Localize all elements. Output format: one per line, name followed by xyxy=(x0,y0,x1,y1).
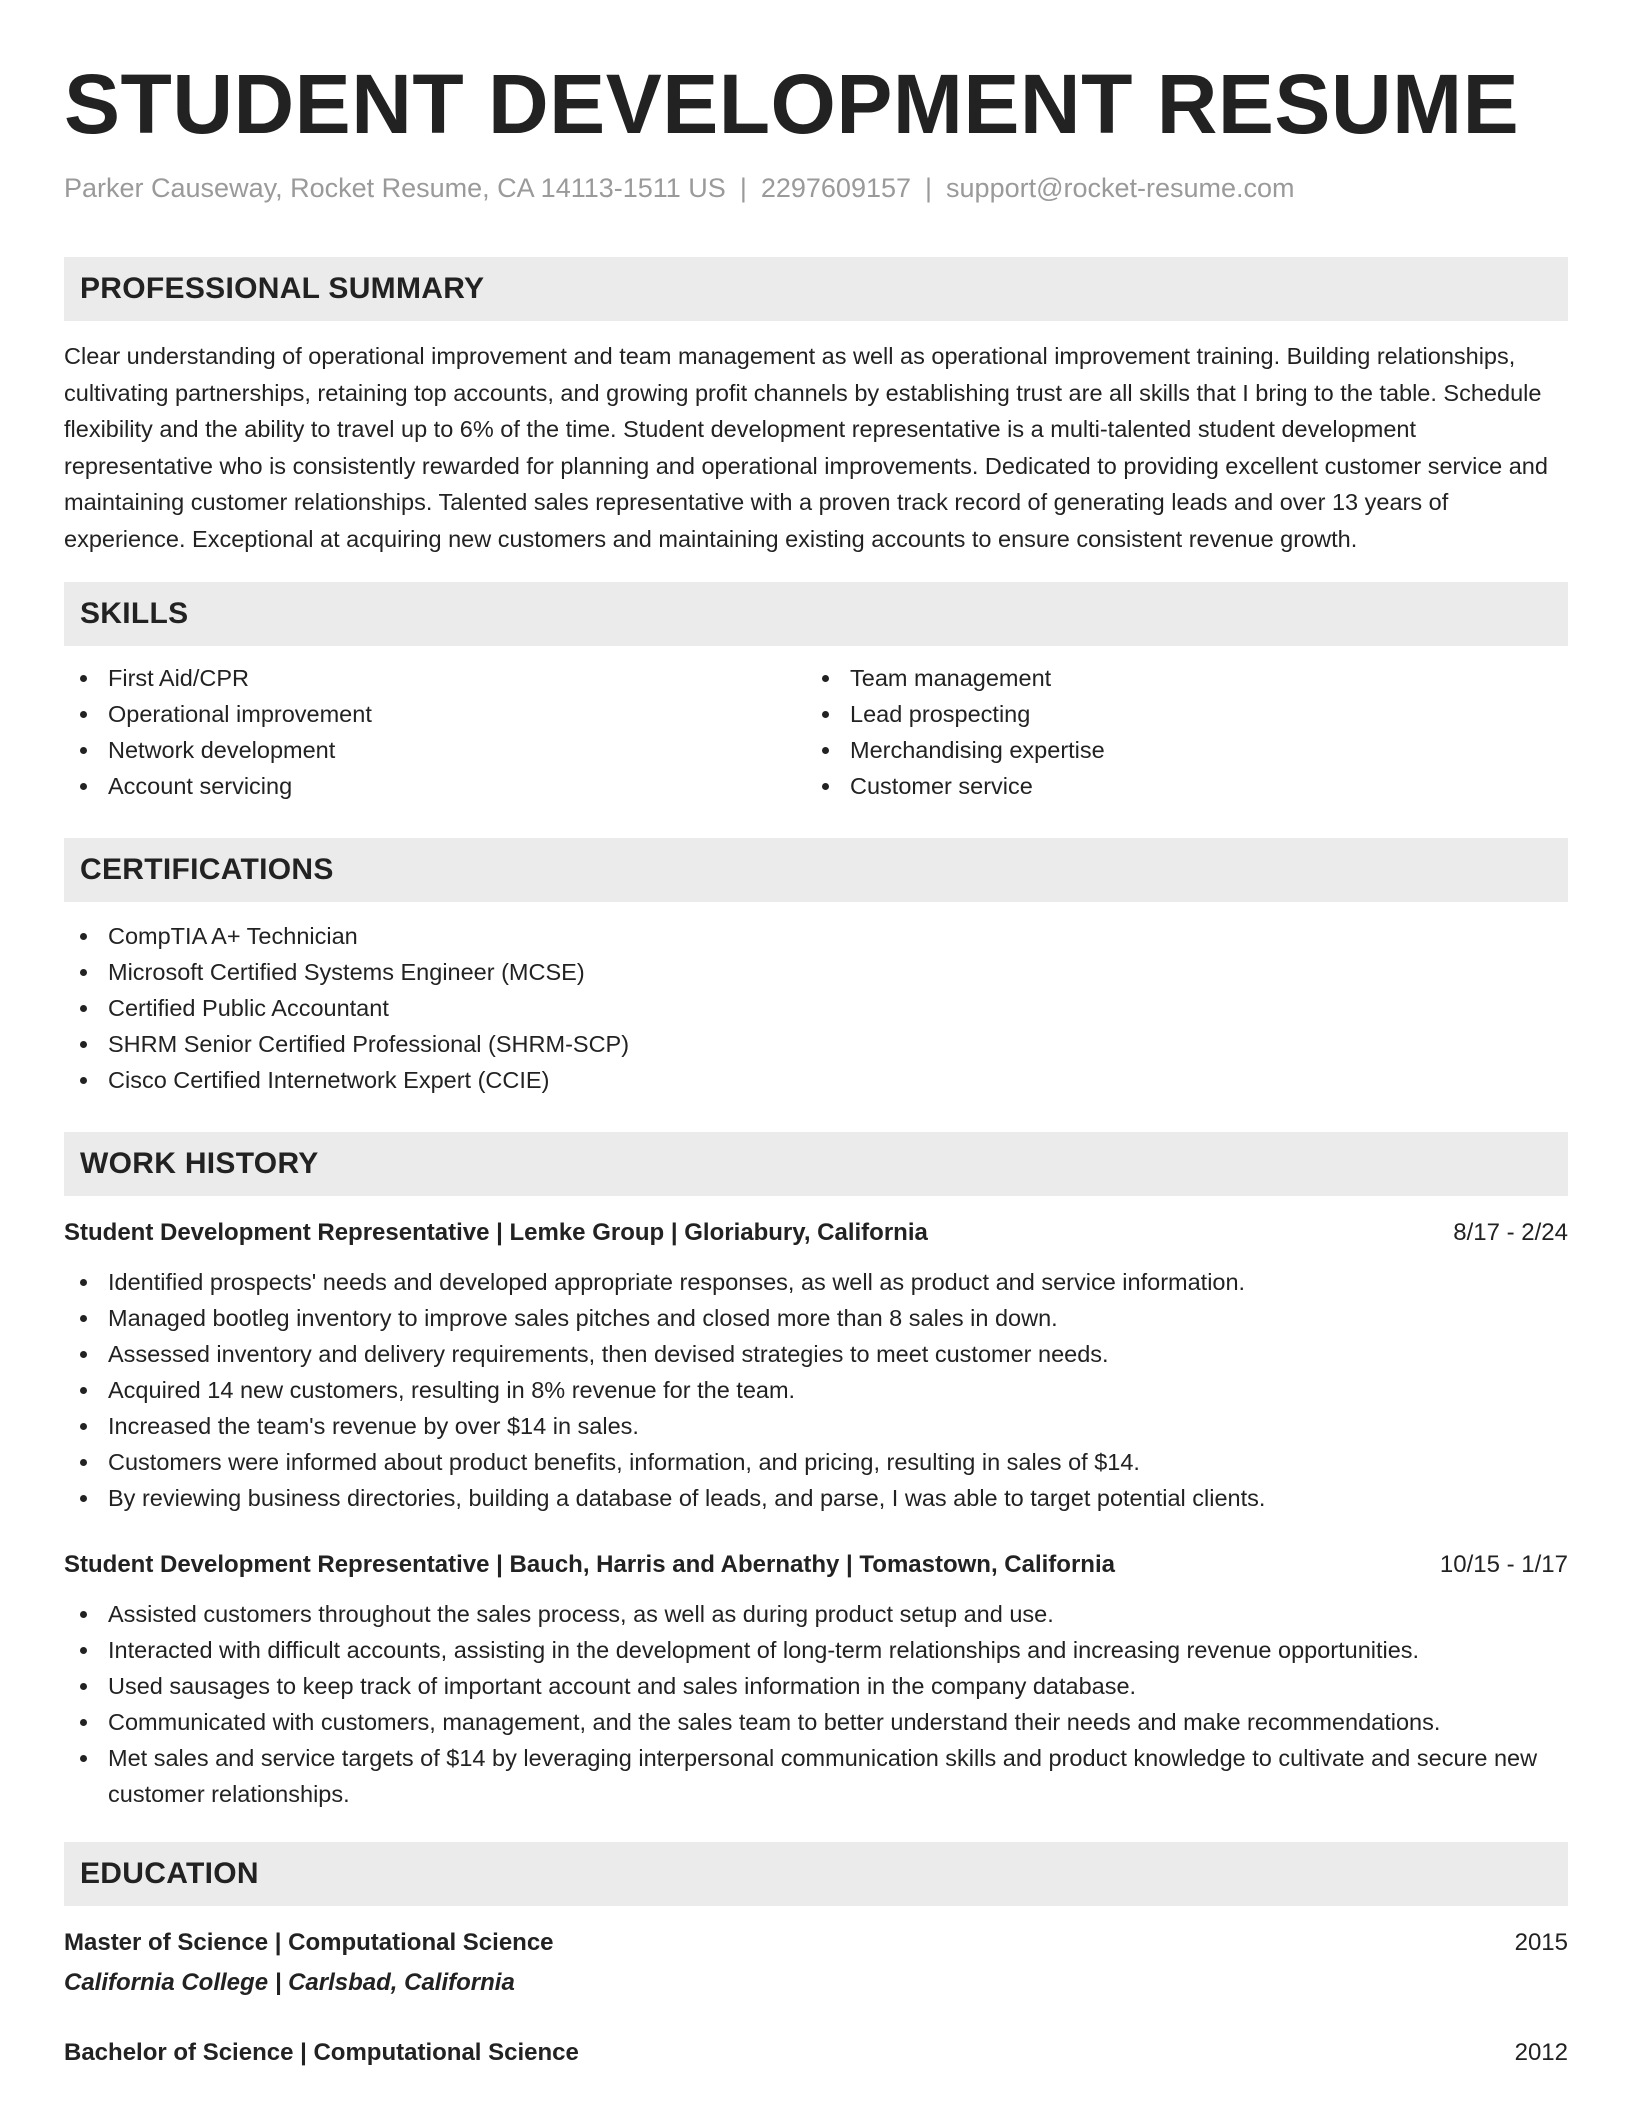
job-bullet: By reviewing business directories, building a database of leads, and parse, I was able to target potential clients. xyxy=(64,1480,1568,1516)
contact-phone: 2297609157 xyxy=(760,173,912,203)
job-bullet: Identified prospects' needs and developed appropriate responses, as well as product and service information. xyxy=(64,1264,1568,1300)
certification-item: Certified Public Accountant xyxy=(64,990,1568,1026)
skills-list-right xyxy=(806,660,1548,804)
job-bullet: Managed bootleg inventory to improve sales pitches and closed more than 8 sales in down. xyxy=(64,1300,1568,1336)
job-title: Student Development Representative | Bauch, Harris and Abernathy | Tomastown, California xyxy=(64,1551,1115,1578)
job-bullet: Used sausages to keep track of important account and sales information in the company database. xyxy=(64,1668,1568,1704)
certifications-list xyxy=(64,918,1568,1098)
summary-text: Clear understanding of operational improvement and team management as well as operational improvement training. Building relationships, cultivating partnerships, retaining top accounts, and growing profit channels by establishing trust are all skills that I bring to the table. Schedule flexibility and the ability to travel up to 6% of the time. Student development representative is a multi-talented student development representative who is consistently rewarded for planning and operational improvements. Dedicated to providing excellent customer service and maintaining customer relationships. Talented sales representative with a proven track record of generating leads and over 13 years of experience. Exceptional at acquiring new customers and maintaining existing accounts to ensure consistent revenue growth. xyxy=(64,343,1548,552)
education-entry xyxy=(64,2036,1568,2070)
job-header xyxy=(64,1216,1568,1250)
job-entry xyxy=(64,1548,1568,1812)
contact-address: Parker Causeway, Rocket Resume, CA 14113-1511 US xyxy=(64,173,726,203)
certification-item: Microsoft Certified Systems Engineer (MCSE) xyxy=(64,954,1568,990)
skill-item: Network development xyxy=(64,732,806,768)
contact-email: support@rocket-resume.com xyxy=(946,173,1295,203)
work-history-heading: WORK HISTORY xyxy=(64,1132,1568,1196)
certification-item: CompTIA A+ Technician xyxy=(64,918,1568,954)
contact-separator: | xyxy=(925,173,933,203)
certification-item: SHRM Senior Certified Professional (SHRM-SCP) xyxy=(64,1026,1568,1062)
job-bullet: Assessed inventory and delivery requirements, then devised strategies to meet customer needs. xyxy=(64,1336,1568,1372)
skill-item: First Aid/CPR xyxy=(64,660,806,696)
school: California College | Carlsbad, California xyxy=(64,1969,515,1996)
certification-item: Cisco Certified Internetwork Expert (CCIE) xyxy=(64,1062,1568,1098)
job-header xyxy=(64,1548,1568,1582)
job-bullet: Increased the team's revenue by over $14 in sales. xyxy=(64,1408,1568,1444)
skill-item: Account servicing xyxy=(64,768,806,804)
resume-title: STUDENT DEVELOPMENT RESUME xyxy=(64,57,1520,151)
degree: Master of Science | Computational Science xyxy=(64,1929,554,1956)
graduation-year: 2012 xyxy=(1514,2039,1568,2066)
job-bullets xyxy=(64,1264,1568,1516)
job-bullet: Communicated with customers, management, and the sales team to better understand their needs and make recommendations. xyxy=(64,1704,1568,1740)
job-bullet: Acquired 14 new customers, resulting in 8% revenue for the team. xyxy=(64,1372,1568,1408)
job-dates: 10/15 - 1/17 xyxy=(1439,1551,1568,1578)
certifications-heading: CERTIFICATIONS xyxy=(64,838,1568,902)
job-bullet: Met sales and service targets of $14 by leveraging interpersonal communication skills and product knowledge to cultivate and secure new customer relationships. xyxy=(64,1740,1568,1812)
job-title: Student Development Representative | Lemke Group | Gloriabury, California xyxy=(64,1219,928,1246)
job-bullets xyxy=(64,1596,1568,1812)
skill-item: Lead prospecting xyxy=(806,696,1548,732)
skill-item: Merchandising expertise xyxy=(806,732,1548,768)
education-header xyxy=(64,1926,1568,1960)
skill-item: Operational improvement xyxy=(64,696,806,732)
skills-grid xyxy=(64,660,1568,804)
contact-line xyxy=(64,172,1568,204)
skills-heading: SKILLS xyxy=(64,582,1568,646)
contact-separator: | xyxy=(739,173,747,203)
job-bullet: Interacted with difficult accounts, assisting in the development of long-term relationships and increasing revenue opportunities. xyxy=(64,1632,1568,1668)
education-heading: EDUCATION xyxy=(64,1842,1568,1906)
job-entry xyxy=(64,1216,1568,1516)
education-header xyxy=(64,2036,1568,2070)
skills-list-left xyxy=(64,660,806,804)
skill-item: Customer service xyxy=(806,768,1548,804)
skill-item: Team management xyxy=(806,660,1548,696)
summary-heading: PROFESSIONAL SUMMARY xyxy=(64,257,1568,321)
job-bullet: Assisted customers throughout the sales process, as well as during product setup and use. xyxy=(64,1596,1568,1632)
degree: Bachelor of Science | Computational Science xyxy=(64,2039,579,2066)
job-dates: 8/17 - 2/24 xyxy=(1453,1219,1568,1246)
job-bullet: Customers were informed about product benefits, information, and pricing, resulting in sales of $14. xyxy=(64,1444,1568,1480)
education-entry xyxy=(64,1926,1568,2000)
graduation-year: 2015 xyxy=(1514,1929,1568,1956)
